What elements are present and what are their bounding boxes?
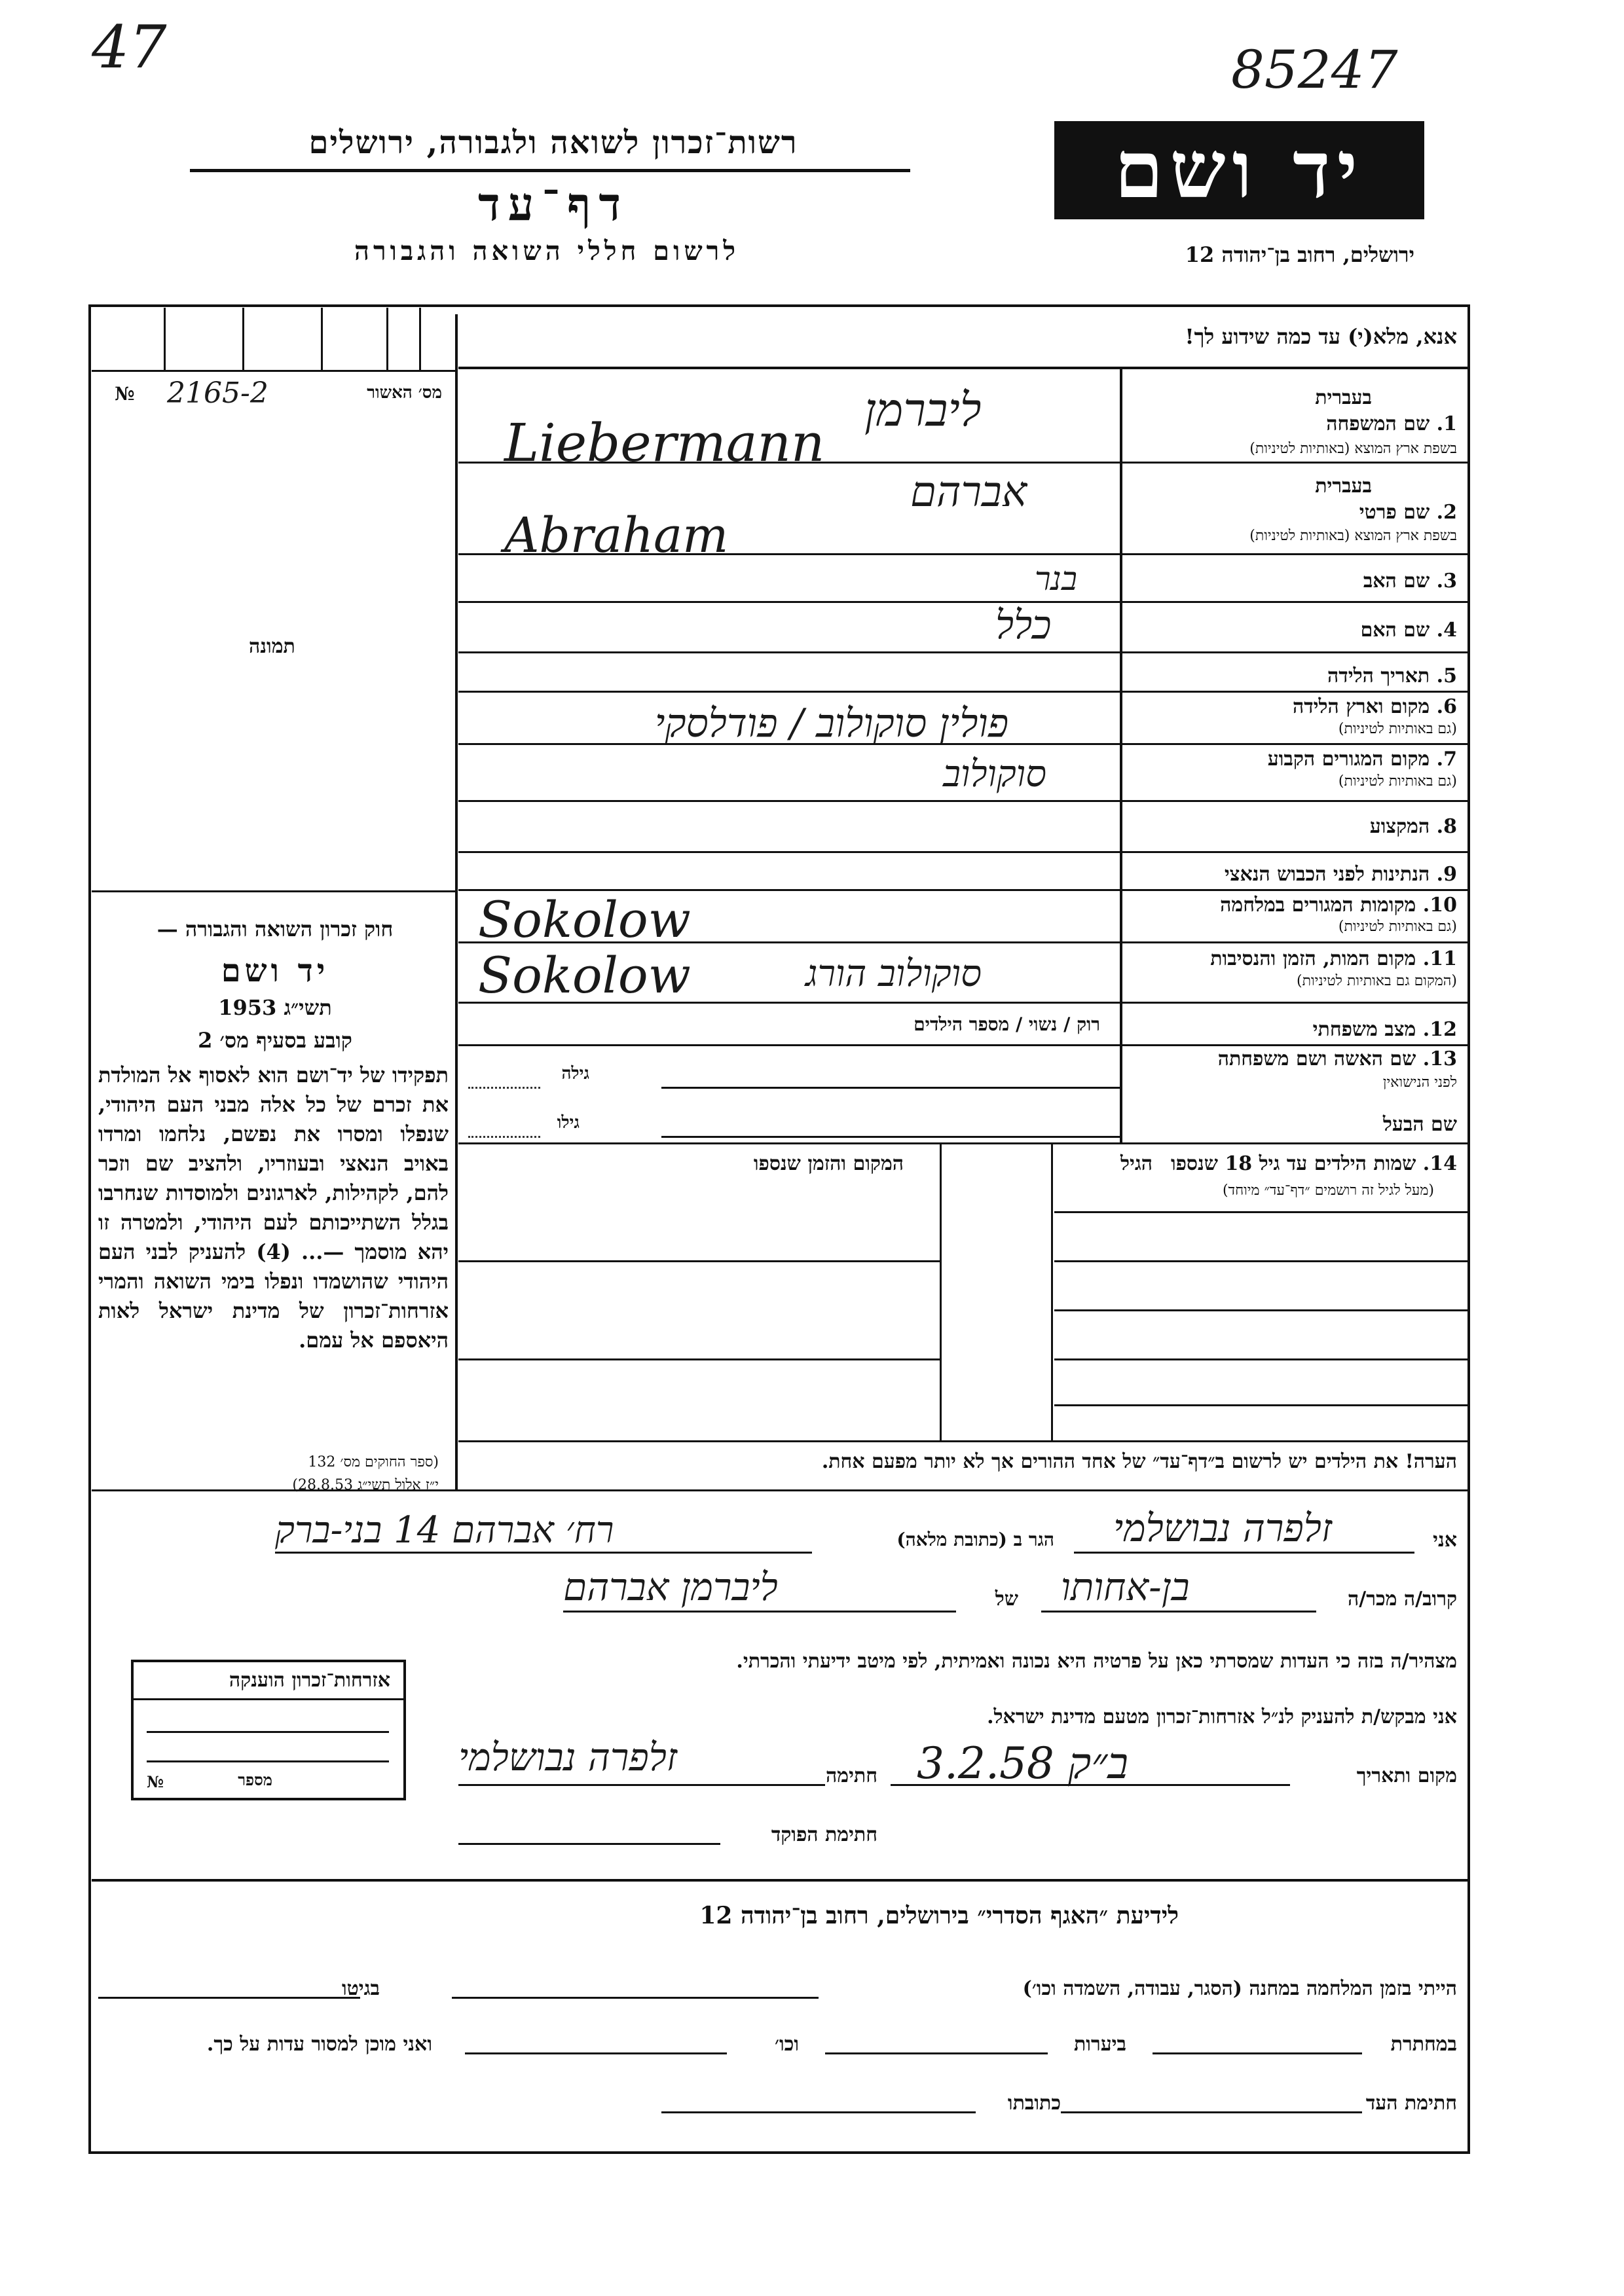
relative-label: קרוב/ה מכר/ה [1348, 1588, 1457, 1611]
marital-label: 12. מצב משפחתי [1312, 1018, 1457, 1041]
in-hebrew-1: בעברית [1315, 386, 1372, 409]
husband-age-label: גילו [557, 1113, 580, 1133]
declare-text: מצהיר/ה בזה כי העדות שמסרתי כאן על פרטיה היא נכונה ואמיתית, לפי מיטב ידיעתי והכרתי. [736, 1650, 1457, 1673]
family-name-lat: Liebermann [504, 412, 825, 473]
approval-number: 2165-2 [167, 376, 268, 410]
form-title: דף־עד [477, 177, 629, 231]
footer-ghetto: בגיטו [341, 1977, 380, 2000]
photo-label: תמונה [249, 635, 295, 658]
archive-number: 47 [92, 13, 167, 82]
mother-name-label: 4. שם האם [1360, 619, 1457, 642]
officer-label: חתימת הפוקד [771, 1823, 877, 1846]
family-name-sub: בשפת ארץ המוצא (באותיות לטיניות) [1249, 441, 1457, 457]
declarant-resides: הגר ב (כתובת מלאה) [896, 1529, 1054, 1550]
witness-address-label: כתובתו [1007, 2092, 1061, 2115]
address: ירושלים, רחוב בן־יהודה 12 [1185, 242, 1414, 267]
birth-place-sub: (גם באותיות לטיניות) [1338, 721, 1457, 737]
family-name-label: 1. שם המשפחה [1326, 412, 1457, 435]
first-name-he: אברהם [910, 468, 1027, 517]
law-text: תפקידו של יד־ושם הוא לאסוף אל המולדת את זכרם של כל אלה מבני העם היהודי, שנפלו ומסרו את נפשם, נלחמו ומרדו באויב הנאצי ובעוזריו, ולהציב שם וזכר להם, לקהילות, לארגונים ולמוסדות שנחרבו בגלל השתייכותם לעם היהודי, ולמטרה זו יהא מוסמך —... (4) להעניק לבני העם היהודי שהושמדו ונפלו בימי השואה והמרי אזרחות־זכרון של מדינת ישראל לאות היאספם אל עמם. [98, 1063, 449, 1353]
marital-options: רוק / נשוי / מספר הילדים [913, 1013, 1100, 1035]
form-subtitle: לרשום חללי השואה והגבורה [354, 236, 740, 266]
request-text: אני מבקש/ת להעניק לנ״ל אזרחות־זכרון מטעם מדינת ישראל. [987, 1705, 1457, 1728]
law-yad-vashem: יד ושם [221, 953, 329, 989]
wife-name-label: 13. שם האשה ושם משפחתה [1217, 1048, 1457, 1070]
approval-label: מס׳ האשור [367, 383, 442, 403]
page-id: 85247 [1231, 39, 1398, 100]
certificate-title: אזרחות־זכרון הוענקה [229, 1669, 390, 1692]
war-residence-value: Sokolow [478, 890, 691, 949]
children-place-col: המקום והזמן שנספו [753, 1152, 904, 1175]
of-label: של [995, 1588, 1018, 1611]
birth-date-label: 5. תאריך הלידה [1327, 665, 1457, 687]
place-date-value: ב״ק 3.2.58 [917, 1738, 1129, 1789]
law-ref-2: י״ז אלול תשי״ג 28.8.53) [292, 1477, 439, 1493]
children-note: הערה! את הילדים יש לרשום ב״דף־עד״ של אחד ההורים אך לא יותר מפעם אחת. [821, 1450, 1457, 1473]
residence-value: סוקולוב [943, 753, 1046, 795]
footer-underground: במחתרת [1390, 2033, 1457, 2056]
children-sub: (מעל לגיל זה רושמים ״דף־עד״ מיוחד) [1222, 1182, 1434, 1199]
residence-label: 7. מקום המגורים הקבוע [1267, 748, 1457, 771]
birth-place-label: 6. מקום וארץ הלידה [1292, 695, 1457, 718]
father-name-value: בנר [1035, 560, 1077, 598]
certificate-nr: № [147, 1772, 164, 1791]
family-name-he: ליברמן [864, 383, 982, 437]
mother-name-value: כלל [995, 602, 1052, 648]
law-section: קובע בסעיף מס׳ 2 [198, 1028, 352, 1053]
wife-name-sub: לפני הנישואין [1382, 1074, 1457, 1091]
footer-etc: וכו׳ [775, 2033, 799, 2056]
declarant-name: זלפרה נבושלמי [1113, 1506, 1333, 1550]
husband-name-label: שם הבעל [1382, 1113, 1457, 1136]
residence-sub: (גם באותיות לטיניות) [1338, 773, 1457, 790]
of-name: ליברמן אברהם [563, 1565, 778, 1609]
declarant-address: רח׳ אברהם 14 בני-ברק [275, 1509, 614, 1552]
first-name-label: 2. שם פרטי [1359, 501, 1457, 524]
place-date-label: מקום ותאריך [1356, 1764, 1457, 1787]
death-place-lat: Sokolow [478, 946, 691, 1004]
first-name-lat: Abraham [504, 507, 729, 564]
birth-place-value: פולין סוקולוב / פודלסקי [654, 701, 1009, 746]
authority-title: רשות־זכרון לשואה ולגבורה, ירושלים [308, 124, 798, 161]
first-name-sub: בשפת ארץ המוצא (באותיות לטיניות) [1249, 528, 1457, 544]
war-residence-label: 10. מקומות המגורים במלחמה [1220, 894, 1457, 917]
nationality-label: 9. הנתינות לפני הכבוש הנאצי [1224, 863, 1457, 886]
death-place-he: סוקולוב הורג [805, 953, 982, 995]
nr-symbol: № [115, 383, 135, 405]
father-name-label: 3. שם האב [1363, 570, 1457, 592]
footer-row1: הייתי בזמן המלחמה במחנה (הסגר, עבודה, השמדה וכו׳) [1022, 1977, 1457, 2000]
signature-label: חתימה [826, 1764, 877, 1787]
in-hebrew-2: בעברית [1315, 475, 1372, 498]
footer-forests: ביערות [1073, 2033, 1126, 2056]
declarant-i: אני [1433, 1529, 1457, 1552]
death-place-label: 11. מקום המות, הזמן והנסיבות [1210, 947, 1457, 970]
yad-vashem-logo: יד ושם [1054, 121, 1424, 219]
wife-age-label: גילה [561, 1064, 589, 1084]
footer-heading: לידיעת ״האגף הסדרי״ בירושלים, רחוב בן־יהודה 12 [699, 1902, 1179, 1929]
footer-willing: ואני מוכן למסור עדות על כך. [206, 2033, 432, 2056]
signature-value: זלפרה נבושלמי [458, 1735, 678, 1779]
intro-text: אנא, מלא(י) עד כמה שידוע לך! [1185, 324, 1457, 349]
children-label: 14. שמות הילדים עד גיל 18 שנספו [1170, 1152, 1457, 1175]
death-place-sub: (המקום גם באותיות לטיניות) [1297, 973, 1457, 989]
relation-value: בן-אחותו [1061, 1565, 1190, 1609]
witness-signature-label: חתימת העד [1365, 2092, 1457, 2115]
children-age-col: הגיל [1120, 1152, 1153, 1175]
profession-label: 8. המקצוע [1369, 815, 1457, 838]
law-title: חוק זכרון השואה והגבורה — [157, 917, 394, 941]
certificate-no-label: מספר [238, 1770, 272, 1789]
law-year: תשי״ג 1953 [218, 995, 332, 1020]
certificate-box [131, 1660, 406, 1800]
war-residence-sub: (גם באותיות לטיניות) [1338, 919, 1457, 935]
law-ref-1: (ספר החוקים מס׳ 132 [308, 1454, 439, 1470]
